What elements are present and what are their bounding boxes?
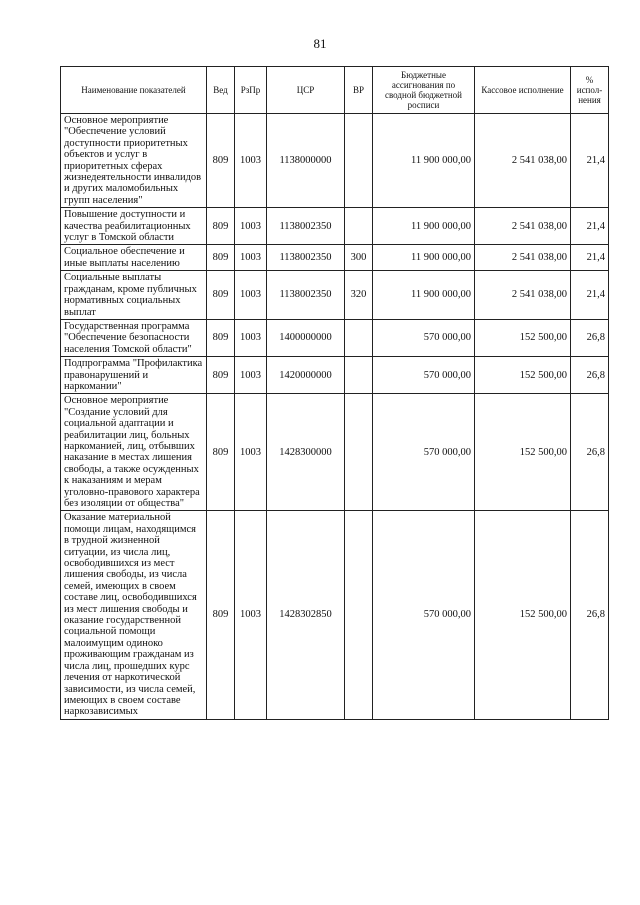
table-row — [61, 208, 609, 245]
table-row — [61, 245, 609, 271]
table-row — [61, 319, 609, 356]
cell-csr: 1138002350 — [267, 208, 345, 245]
table-row — [61, 114, 609, 208]
cell-ved: 809 — [207, 245, 235, 271]
cell-name: Основное мероприятие "Создание условий для социальной адаптации и реабилитации лиц, больных наркоманией, лиц, отбывших наказание в местах лишения свободы, а также осужденных к наказаниям и мерам уголовно-правового характера без изоляции от общества" — [61, 394, 207, 511]
cell-pct: 26,8 — [571, 394, 609, 511]
cell-pct: 21,4 — [571, 271, 609, 320]
cell-vr — [345, 319, 373, 356]
cell-rzpr: 1003 — [235, 245, 267, 271]
cell-csr: 1428300000 — [267, 394, 345, 511]
header-rzpr: РзПр — [235, 67, 267, 114]
cell-budget: 11 900 000,00 — [373, 208, 475, 245]
cell-name: Подпрограмма "Профилактика правонарушений и наркомании" — [61, 357, 207, 394]
budget-execution-table — [60, 66, 609, 720]
cell-ved: 809 — [207, 511, 235, 719]
cell-ved: 809 — [207, 208, 235, 245]
cell-vr — [345, 208, 373, 245]
cell-rzpr: 1003 — [235, 271, 267, 320]
cell-pct: 21,4 — [571, 114, 609, 208]
cell-rzpr: 1003 — [235, 511, 267, 719]
cell-ved: 809 — [207, 114, 235, 208]
cell-name: Повышение доступности и качества реабилитационных услуг в Томской области — [61, 208, 207, 245]
header-csr: ЦСР — [267, 67, 345, 114]
cell-budget: 570 000,00 — [373, 394, 475, 511]
cell-pct: 21,4 — [571, 245, 609, 271]
table-row — [61, 271, 609, 320]
header-cash: Кассовое исполнение — [475, 67, 571, 114]
cell-vr — [345, 394, 373, 511]
cell-budget: 11 900 000,00 — [373, 271, 475, 320]
table-header-row — [61, 67, 609, 114]
cell-ved: 809 — [207, 319, 235, 356]
cell-vr — [345, 114, 373, 208]
cell-budget: 11 900 000,00 — [373, 245, 475, 271]
header-vr: ВР — [345, 67, 373, 114]
cell-rzpr: 1003 — [235, 208, 267, 245]
cell-name: Основное мероприятие "Обеспечение условий доступности приоритетных объектов и услуг в приоритетных сферах жизнедеятельности инвалидов и других маломобильных групп населения" — [61, 114, 207, 208]
cell-rzpr: 1003 — [235, 357, 267, 394]
cell-csr: 1138002350 — [267, 271, 345, 320]
cell-csr: 1428302850 — [267, 511, 345, 719]
cell-pct: 21,4 — [571, 208, 609, 245]
header-pct: % испол-нения — [571, 67, 609, 114]
header-budget: Бюджетные ассигнования по сводной бюджетной росписи — [373, 67, 475, 114]
cell-csr: 1138000000 — [267, 114, 345, 208]
cell-pct: 26,8 — [571, 511, 609, 719]
cell-csr: 1138002350 — [267, 245, 345, 271]
cell-name: Оказание материальной помощи лицам, находящимся в трудной жизненной ситуации, из числа лиц, освободившихся из мест лишения свободы, из числа семей, имеющих в своем составе лиц, освободившихся из мест лишения свободы и оказание государственной социальной помощи малоимущим одиноко проживающим гражданам из числа лиц, прошедших курс лечения от наркотической зависимости, из числа семей, имеющих в своем составе наркозависимых — [61, 511, 207, 719]
cell-vr — [345, 511, 373, 719]
cell-pct: 26,8 — [571, 357, 609, 394]
cell-name: Социальное обеспечение и иные выплаты населению — [61, 245, 207, 271]
cell-name: Социальные выплаты гражданам, кроме публичных нормативных социальных выплат — [61, 271, 207, 320]
cell-pct: 26,8 — [571, 319, 609, 356]
cell-budget: 570 000,00 — [373, 511, 475, 719]
cell-rzpr: 1003 — [235, 394, 267, 511]
cell-ved: 809 — [207, 271, 235, 320]
cell-cash: 152 500,00 — [475, 394, 571, 511]
cell-ved: 809 — [207, 394, 235, 511]
cell-name: Государственная программа "Обеспечение безопасности населения Томской области" — [61, 319, 207, 356]
header-name: Наименование показателей — [61, 67, 207, 114]
cell-cash: 2 541 038,00 — [475, 271, 571, 320]
cell-csr: 1400000000 — [267, 319, 345, 356]
cell-budget: 570 000,00 — [373, 319, 475, 356]
cell-vr — [345, 357, 373, 394]
cell-cash: 2 541 038,00 — [475, 208, 571, 245]
header-ved: Вед — [207, 67, 235, 114]
table-row — [61, 394, 609, 511]
cell-ved: 809 — [207, 357, 235, 394]
table-row — [61, 357, 609, 394]
cell-cash: 152 500,00 — [475, 319, 571, 356]
cell-budget: 11 900 000,00 — [373, 114, 475, 208]
cell-csr: 1420000000 — [267, 357, 345, 394]
cell-cash: 152 500,00 — [475, 511, 571, 719]
cell-cash: 152 500,00 — [475, 357, 571, 394]
page-number: 81 — [313, 36, 327, 51]
cell-vr: 320 — [345, 271, 373, 320]
cell-budget: 570 000,00 — [373, 357, 475, 394]
cell-cash: 2 541 038,00 — [475, 114, 571, 208]
table-row — [61, 511, 609, 719]
cell-vr: 300 — [345, 245, 373, 271]
cell-rzpr: 1003 — [235, 114, 267, 208]
cell-rzpr: 1003 — [235, 319, 267, 356]
cell-cash: 2 541 038,00 — [475, 245, 571, 271]
